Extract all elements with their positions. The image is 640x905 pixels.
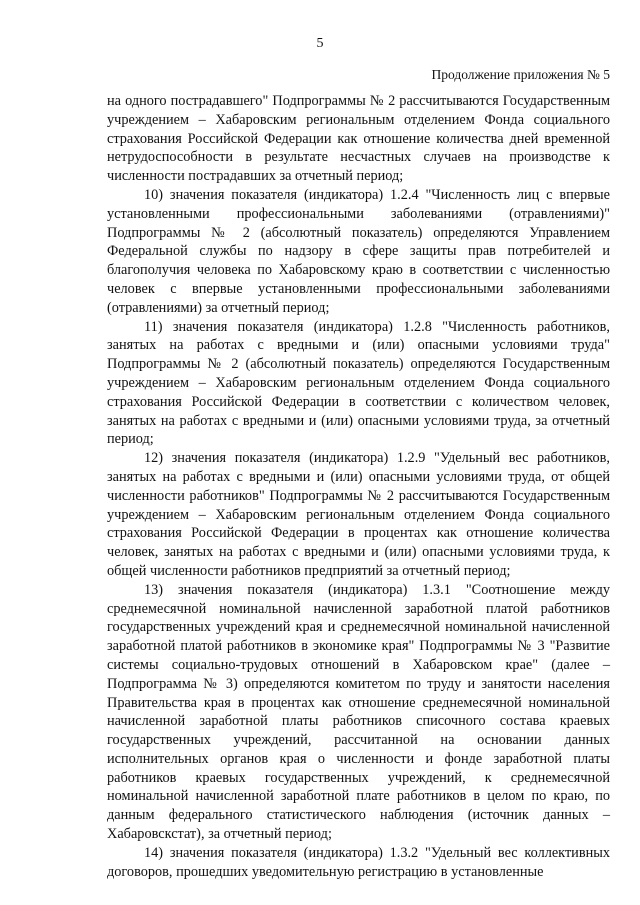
paragraph-item-10: 10) значения показателя (индикатора) 1.2.4 "Численность лиц с впервые установленными профессиональными заболеваниями (отравлениями)" Подпрограммы № 2 (абсолютный показатель) определяются Управлением Федеральной службы по надзору в сфере защиты прав потребителей и благополучия человека по Хабаровскому краю в соответствии с численностью человек с впервые установленными профессиональными заболеваниями (отравлениями) за отчетный период; <box>107 186 610 316</box>
document-body <box>107 92 610 881</box>
appendix-continuation-label: Продолжение приложения № 5 <box>431 67 610 82</box>
paragraph-item-13: 13) значения показателя (индикатора) 1.3.1 "Соотношение между среднемесячной номинальной начисленной заработной платой работников государственных учреждений края и среднемесячной номинальной начисленной заработной платой работников в экономике края" Подпрограммы № 3 "Развитие системы социально-трудовых отношений в Хабаровском крае" (далее – Подпрограмма № 3) определяются комитетом по труду и занятости населения Правительства края в процентах как отношение среднемесячной номинальной начисленной заработной платы работников списочного состава краевых государственных учреждений, рассчитанной на основании данных исполнительных органов края о численности и фонде заработной платы работников краевых государственных учреждений, к среднемесячной номинальной начисленной заработной плате работников в целом по краю, по данным федерального статистического наблюдения (источник данных – Хабаровскстат), за отчетный период; <box>107 581 610 843</box>
paragraph-item-11: 11) значения показателя (индикатора) 1.2.8 "Численность работников, занятых на работах с вредными и (или) опасными условиями труда" Подпрограммы № 2 (абсолютный показатель) определяются Государственным учреждением – Хабаровским региональным отделением Фонда социального страхования Российской Федерации в соответствии с количеством человек, занятых на работах с вредными и (или) опасными условиями труда, за отчетный период; <box>107 318 610 448</box>
paragraph-item-12: 12) значения показателя (индикатора) 1.2.9 "Удельный вес работников, занятых на работах с вредными и (или) опасными условиями труда, от общей численности работников" Подпрограммы № 2 рассчитываются Государственным учреждением – Хабаровским региональным отделением Фонда социального страхования Российской Федерации в процентах как отношение количества человек, занятых на работах с вредными и (или) опасными условиями труда, к общей численности работников предприятий за отчетный период; <box>107 450 610 579</box>
paragraph-item-14: 14) значения показателя (индикатора) 1.3.2 "Удельный вес коллективных договоров, прошедших уведомительную регистрацию в установленные <box>107 844 610 880</box>
paragraph-continued: на одного пострадавшего" Подпрограммы № 2 рассчитываются Государственным учреждением – Хабаровским региональным отделением Фонда социального страхования Российской Федерации как отношение количества дней временной нетрудоспособности в результате несчастных случаев на производстве к численности пострадавших за отчетный период; <box>107 93 610 185</box>
page-number: 5 <box>316 36 324 51</box>
